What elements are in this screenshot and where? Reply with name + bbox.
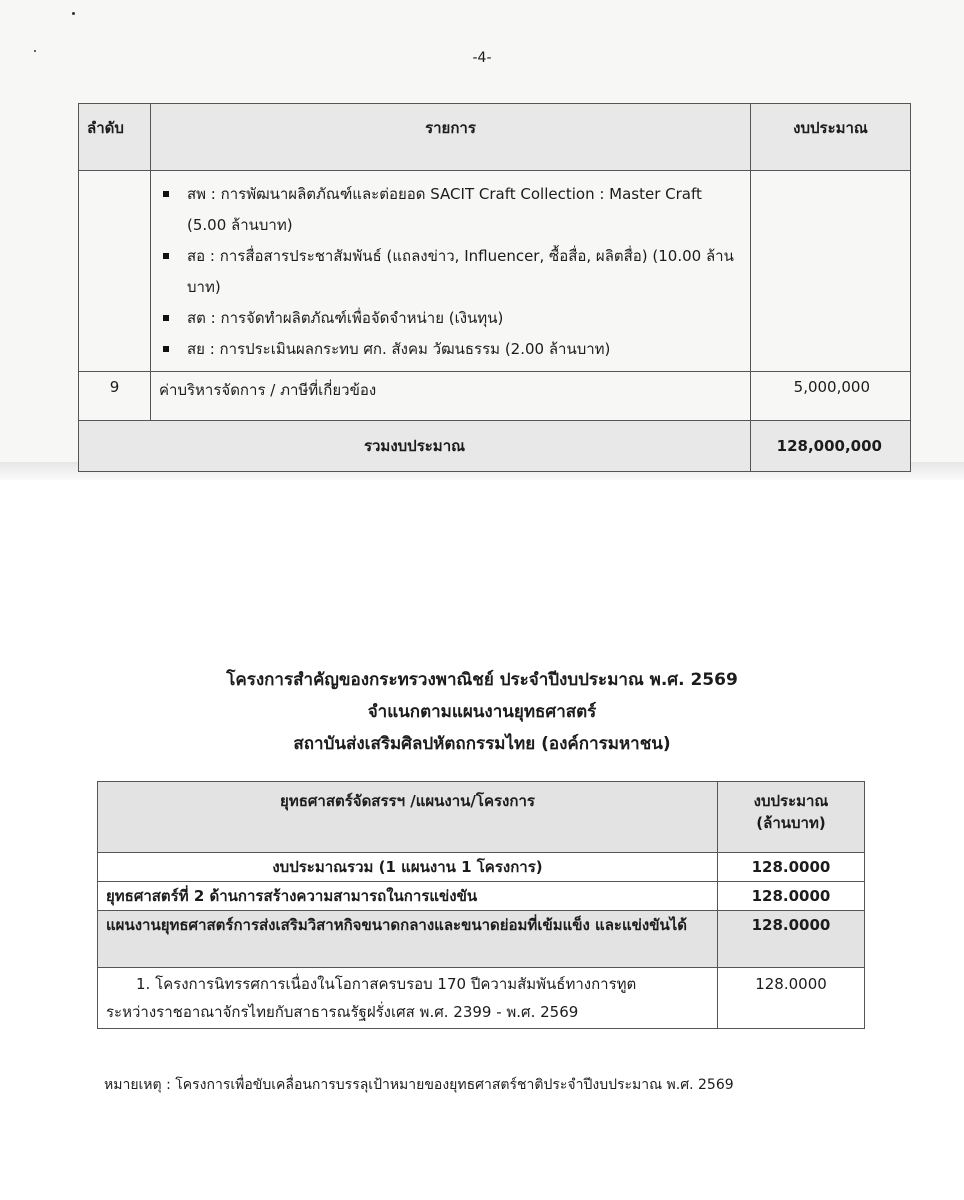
title-line-1: โครงการสำคัญของกระทรวงพาณิชย์ ประจำปีงบประมาณ พ.ศ. 2569 [226, 670, 738, 690]
table-row [98, 968, 865, 1029]
budget-items-table [78, 103, 911, 472]
row-label: ยุทธศาสตร์ที่ 2 ด้านการสร้างความสามารถในการแข่งขัน [98, 882, 718, 911]
row-budget: 128.0000 [718, 853, 865, 882]
row-label: แผนงานยุทธศาสตร์การส่งเสริมวิสาหกิจขนาดกลางและขนาดย่อมที่เข้มแข็ง และแข่งขันได้ [98, 911, 718, 968]
title-line-2: จำแนกตามแผนงานยุทธศาสตร์ [367, 702, 597, 722]
row-label-line1: 1. โครงการนิทรรศการเนื่องในโอกาสครบรอบ 170 ปีความสัมพันธ์ทางการทูต [136, 975, 637, 993]
strategy-budget-table [97, 781, 865, 1029]
list-item: สอ : การสื่อสารประชาสัมพันธ์ (แถลงข่าว, Influencer, ซื้อสื่อ, ผลิตสื่อ) (10.00 ล้านบาท) [161, 241, 740, 303]
title-line-3: สถาบันส่งเสริมศิลปหัตถกรรมไทย (องค์การมหาชน) [293, 734, 671, 754]
sub-items-list [151, 171, 750, 371]
total-row [79, 421, 911, 472]
header-budget: งบประมาณ [751, 104, 911, 171]
list-item: สย : การประเมินผลกระทบ ศก. สังคม วัฒนธรรม (2.00 ล้านบาท) [161, 334, 740, 365]
row-label: งบประมาณรวม (1 แผนงาน 1 โครงการ) [98, 853, 718, 882]
header-budget [718, 782, 865, 853]
header-order: ลำดับ [79, 104, 151, 171]
row-budget: 128.0000 [718, 882, 865, 911]
row-budget: 128.0000 [718, 911, 865, 968]
table-row [79, 372, 911, 421]
scan-speck [72, 12, 75, 15]
table-header-row [98, 782, 865, 853]
table-row [79, 171, 911, 372]
list-item: สพ : การพัฒนาผลิตภัณฑ์และต่อยอด SACIT Craft Collection : Master Craft (5.00 ล้านบาท) [161, 179, 740, 241]
header-budget-line2: (ล้านบาท) [756, 814, 826, 832]
section-titles [0, 664, 964, 760]
total-label: รวมงบประมาณ [79, 421, 751, 472]
table-header-row [79, 104, 911, 171]
row-budget: 128.0000 [718, 968, 865, 1029]
table-row [98, 882, 865, 911]
row-item: ค่าบริหารจัดการ / ภาษีที่เกี่ยวข้อง [151, 372, 751, 421]
row-order: 9 [79, 372, 151, 421]
row-label-line2: ระหว่างราชอาณาจักรไทยกับสาธารณรัฐฝรั่งเศส พ.ศ. 2399 - พ.ศ. 2569 [106, 1003, 579, 1021]
table-row [98, 911, 865, 968]
footnote: หมายเหตุ : โครงการเพื่อขับเคลื่อนการบรรลุเป้าหมายของยุทธศาสตร์ชาติประจำปีงบประมาณ พ.ศ. 2569 [104, 1077, 734, 1093]
total-budget: 128,000,000 [751, 421, 911, 472]
table-row [98, 853, 865, 882]
page-number: -4- [472, 50, 492, 66]
row-budget: 5,000,000 [751, 372, 911, 421]
header-budget-line1: งบประมาณ [753, 792, 829, 810]
header-strategy: ยุทธศาสตร์จัดสรรฯ /แผนงาน/โครงการ [98, 782, 718, 853]
row-label [98, 968, 718, 1029]
list-item: สต : การจัดทำผลิตภัณฑ์เพื่อจัดจำหน่าย (เงินทุน) [161, 303, 740, 334]
header-items: รายการ [151, 104, 751, 171]
